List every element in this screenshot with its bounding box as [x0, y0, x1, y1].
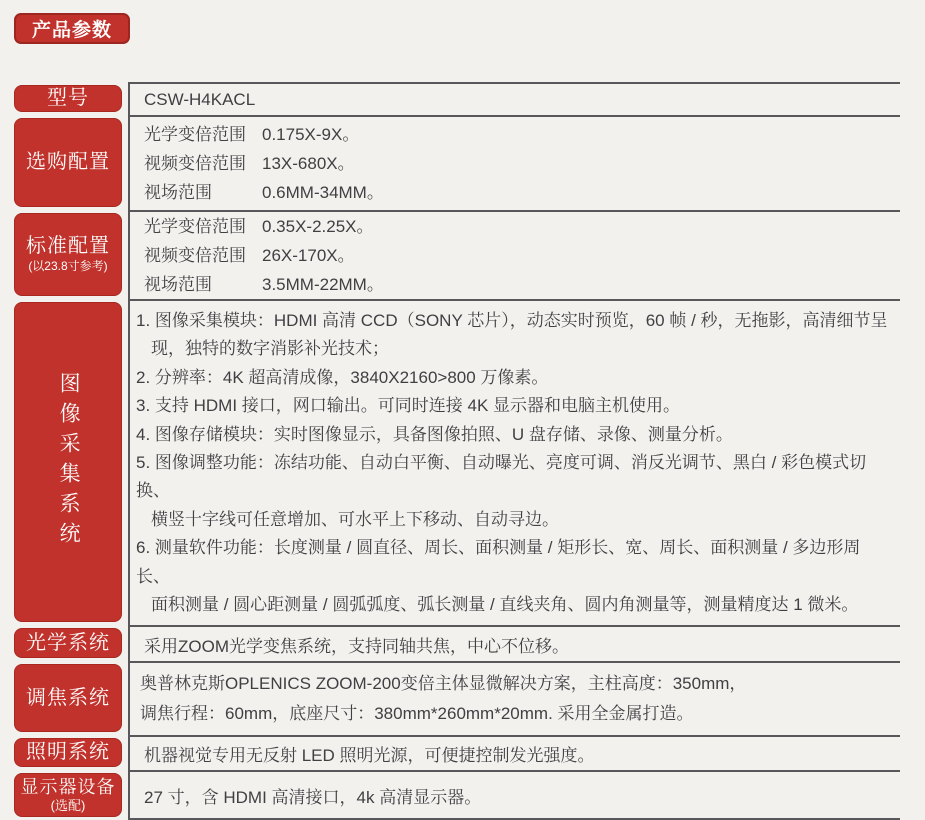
spec-key: 光学变倍范围: [144, 217, 246, 236]
row-label-image-capture-system: [14, 302, 122, 622]
feature-line: 3. 支持 HDMI 接口，网口输出。可同时连接 4K 显示器和电脑主机使用。: [136, 396, 681, 416]
spec-value: 26X-170X。: [262, 246, 355, 265]
table-row-lighting-system: [14, 735, 900, 770]
table-row-model: [14, 82, 900, 115]
row-label-text: 图像采集系统: [57, 372, 81, 553]
row-content-standard-config: [128, 210, 900, 299]
spec-value: 0.35X-2.25X。: [262, 217, 374, 236]
lighting-system-text: 机器视觉专用无反射 LED 照明光源，可便捷控制发光强度。: [144, 746, 595, 766]
table-row-standard-config: [14, 210, 900, 299]
row-label-col: [14, 661, 122, 735]
spec-key: 视场范围: [144, 275, 212, 294]
row-content-image-capture-system: [128, 299, 900, 625]
table-row-optional-config: [14, 115, 900, 210]
row-label-focus-system: [14, 664, 122, 732]
spec-table: [14, 82, 900, 820]
row-label-display-device: [14, 773, 122, 817]
display-device-text: 27 寸，含 HDMI 高清接口，4k 高清显示器。: [144, 787, 482, 807]
row-label-subtext: (选配): [50, 797, 86, 813]
focus-system-line: 奥普林克斯OPLENICS ZOOM-200变倍主体显微解决方案，主柱高度：350mm，: [140, 674, 747, 694]
spec-value: 13X-680X。: [262, 154, 355, 173]
row-label-col: [14, 210, 122, 299]
optical-system-text: 采用ZOOM光学变焦系统，支持同轴共焦，中心不位移。: [144, 636, 569, 656]
model-value: CSW-H4KACL: [144, 89, 256, 109]
product-params-badge-label: 产品参数: [31, 20, 112, 41]
row-content-display-device: [128, 770, 900, 820]
row-label-subtext: (以23.8寸参考): [28, 259, 108, 274]
feature-line: 现，独特的数字消影补光技术；: [151, 339, 389, 359]
spec-pair: [144, 270, 900, 299]
spec-key: 视频变倍范围: [144, 154, 246, 173]
table-row-display-device: [14, 770, 900, 820]
row-label-text: 照明系统: [26, 741, 110, 764]
feature-line: 面积测量 / 圆心距测量 / 圆弧弧度、弧长测量 / 直线夹角、圆内角测量等，测量精度达 1 微米。: [151, 595, 859, 615]
row-label-col: [14, 82, 122, 115]
row-label-col: [14, 299, 122, 625]
spec-pair: [144, 241, 900, 270]
row-label-text: 调焦系统: [26, 686, 110, 709]
row-label-optical-system: [14, 628, 122, 658]
focus-system-line: 调焦行程：60mm，底座尺寸：380mm*260mm*20mm. 采用全金属打造。: [140, 704, 694, 724]
row-content-focus-system: [128, 661, 900, 735]
table-row-focus-system: [14, 661, 900, 735]
row-content-optical-system: [128, 625, 900, 661]
spec-value: 3.5MM-22MM。: [262, 275, 384, 294]
feature-line: 2. 分辨率：4K 超高清成像，3840X2160>800 万像素。: [136, 367, 549, 387]
row-label-col: [14, 770, 122, 820]
feature-line: 5. 图像调整功能：冻结功能、自动白平衡、自动曝光、亮度可调、消反光调节、黑白 / 彩色模式切换、: [136, 453, 867, 501]
row-label-text: 光学系统: [26, 631, 110, 654]
feature-line: 4. 图像存储模块：实时图像显示，具备图像拍照、U 盘存储、录像、测量分析。: [136, 424, 733, 444]
row-label-standard-config: [14, 213, 122, 296]
table-row-optical-system: [14, 625, 900, 661]
spec-key: 视场范围: [144, 183, 212, 202]
table-row-image-capture-system: [14, 299, 900, 625]
spec-key: 光学变倍范围: [144, 125, 246, 144]
row-content-model: [128, 82, 900, 115]
spec-key: 视频变倍范围: [144, 246, 246, 265]
row-label-text: 型号: [47, 87, 89, 109]
row-label-text: 选购配置: [26, 151, 110, 173]
row-label-col: [14, 625, 122, 661]
spec-value: 0.175X-9X。: [262, 125, 360, 144]
row-label-text: 显示器设备: [20, 777, 116, 798]
spec-pair: [144, 120, 900, 149]
spec-pair: [144, 212, 900, 241]
row-label-optional-config: [14, 118, 122, 207]
row-label-col: [14, 735, 122, 770]
row-label-lighting-system: [14, 738, 122, 767]
spec-value: 0.6MM-34MM。: [262, 183, 384, 202]
row-label-col: [14, 115, 122, 210]
feature-list: [130, 301, 900, 625]
product-params-badge: [14, 13, 130, 44]
row-content-lighting-system: [128, 735, 900, 770]
row-label-text: 标准配置: [26, 235, 110, 258]
feature-line: 1. 图像采集模块：HDMI 高清 CCD（SONY 芯片），动态实时预览，60 帧 / 秒，无拖影，高清细节呈: [136, 311, 888, 330]
feature-line: 6. 测量软件功能：长度测量 / 圆直径、周长、面积测量 / 矩形长、宽、周长、面积测量 / 多边形周长、: [136, 538, 861, 586]
row-content-optional-config: [128, 115, 900, 210]
row-label-model: [14, 85, 122, 112]
feature-line: 横竖十字线可任意增加、可水平上下移动、自动寻边。: [151, 509, 559, 529]
spec-pair: [144, 178, 900, 207]
spec-pair: [144, 149, 900, 178]
